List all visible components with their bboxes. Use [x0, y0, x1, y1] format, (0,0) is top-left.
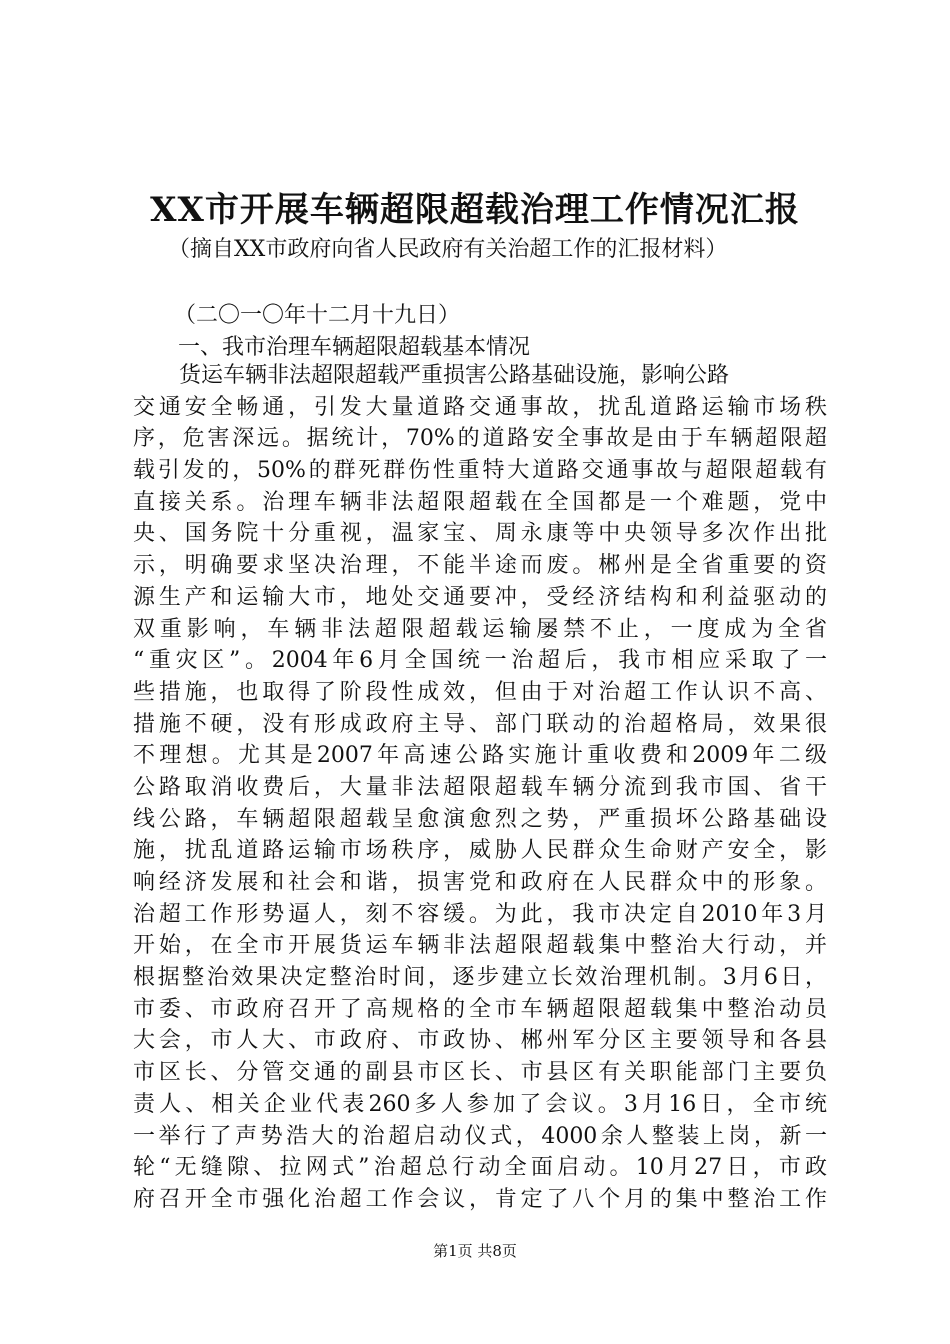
body-line: 大会，市人大、市政府、市政协、郴州军分区主要领导和各县	[133, 1028, 827, 1054]
body-line: 载引发的，50%的群死群伤性重特大道路交通事故与超限超载有	[133, 458, 827, 484]
body-line: 响经济发展和社会和谐，损害党和政府在人民群众中的形象。	[133, 870, 827, 895]
body-line: 双重影响，车辆非法超限超载运输屡禁不止，一度成为全省	[133, 616, 827, 642]
body-line: 源生产和运输大市，地处交通要冲，受经济结构和利益驱动的	[133, 584, 827, 610]
body-line: 市区长、分管交通的副县市区长、市县区有关职能部门主要负	[133, 1060, 827, 1086]
body-line: 不理想。尤其是2007年高速公路实施计重收费和2009年二级	[133, 743, 827, 769]
body-line: 直接关系。治理车辆非法超限超载在全国都是一个难题，党中	[133, 489, 827, 515]
body-line: 货运车辆非法超限超载严重损害公路基础设施，影响公路	[179, 363, 730, 388]
body-line: 轮“无缝隙、拉网式”治超总行动全面启动。10月27日，市政	[133, 1155, 827, 1181]
document-title: XX市开展车辆超限超载治理工作情况汇报	[150, 190, 800, 230]
body-line: 治超工作形势逼人，刻不容缓。为此，我市决定自2010年3月	[133, 901, 827, 927]
document-subtitle: （摘自XX市政府向省人民政府有关治超工作的汇报材料）	[168, 237, 728, 262]
body-line: 一举行了声势浩大的治超启动仪式，4000余人整装上岗，新一	[133, 1123, 827, 1149]
body-line: 府召开全市强化治超工作会议，肯定了八个月的集中整治工作	[133, 1186, 827, 1212]
body-line: 责人、相关企业代表260多人参加了会议。3月16日，全市统	[133, 1091, 827, 1117]
body-paragraph	[133, 360, 827, 1216]
body-line: 示，明确要求坚决治理，不能半途而废。郴州是全省重要的资	[133, 553, 827, 579]
section-heading: 一、我市治理车辆超限超载基本情况	[178, 335, 531, 360]
body-line: 公路取消收费后，大量非法超限超载车辆分流到我市国、省干	[133, 774, 827, 800]
body-line: 交通安全畅通，引发大量道路交通事故，扰乱道路运输市场秩	[133, 394, 827, 420]
body-line: 些措施，也取得了阶段性成效，但由于对治超工作认识不高、	[133, 679, 827, 705]
body-line: 施，扰乱道路运输市场秩序，威胁人民群众生命财产安全，影	[133, 838, 827, 864]
document-date: （二〇一〇年十二月十九日）	[174, 303, 461, 328]
body-line: 措施不硬，没有形成政府主导、部门联动的治超格局，效果很	[133, 711, 827, 737]
body-line: 央、国务院十分重视，温家宝、周永康等中央领导多次作出批	[133, 521, 827, 547]
body-line: 根据整治效果决定整治时间，逐步建立长效治理机制。3月6日，	[133, 965, 827, 991]
body-line: “重灾区”。2004年6月全国统一治超后，我市相应采取了一	[133, 648, 827, 674]
body-line: 序，危害深远。据统计，70%的道路安全事故是由于车辆超限超	[133, 426, 827, 452]
body-line: 开始，在全市开展货运车辆非法超限超载集中整治大行动，并	[133, 933, 827, 959]
body-line: 线公路，车辆超限超载呈愈演愈烈之势，严重损坏公路基础设	[133, 806, 827, 832]
page-footer: 第1页 共8页	[433, 1242, 517, 1260]
body-line: 市委、市政府召开了高规格的全市车辆超限超载集中整治动员	[133, 996, 827, 1022]
